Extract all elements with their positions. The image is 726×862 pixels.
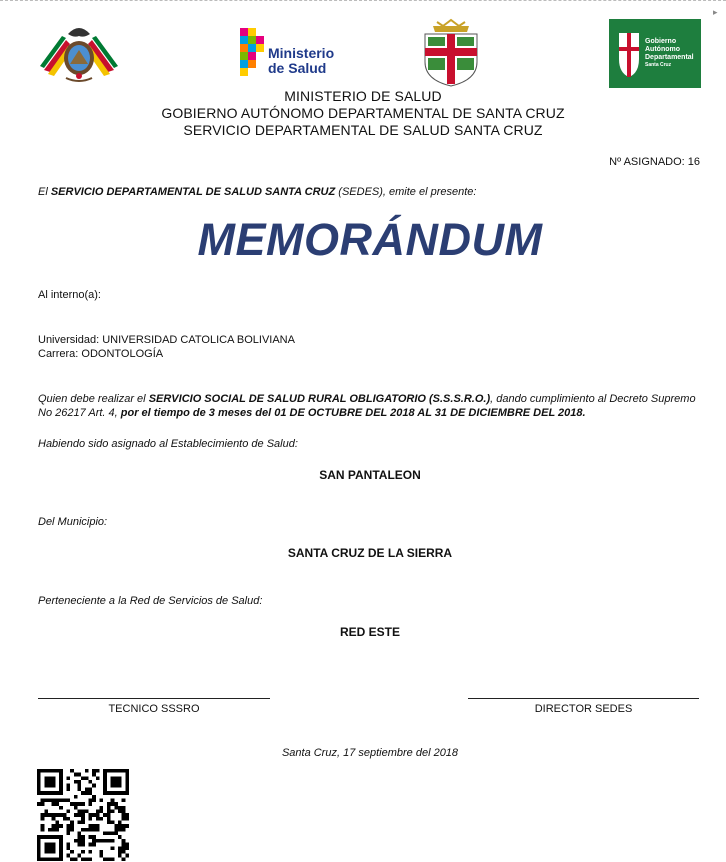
header-servicio: SERVICIO DEPARTAMENTAL DE SALUD SANTA CRUZ [183, 122, 543, 138]
signature-line-right [468, 698, 699, 699]
municipio-label: Del Municipio: [38, 516, 108, 528]
quien-bold2: por el tiempo de 3 meses del 01 DE OCTUBRE DEL 2018 AL 31 DE DICIEMBRE DEL 2018. [120, 407, 586, 419]
memo-title: MEMORÁNDUM [197, 214, 543, 265]
header-gobierno: GOBIERNO AUTÓNOMO DEPARTAMENTAL DE SANTA CRUZ [161, 105, 565, 121]
quien-bold: SERVICIO SOCIAL DE SALUD RURAL OBLIGATORIO (S.S.S.R.O.) [148, 393, 491, 405]
ministerio-logo-text [268, 46, 334, 76]
page-top-border [0, 0, 726, 1]
signature-label-tecnico: TECNICO SSSRO [108, 703, 200, 715]
gobierno-logo-line3: Departamental [645, 54, 694, 61]
qr-code-icon [37, 769, 129, 861]
quien-pre: Quien debe realizar el [38, 393, 149, 405]
assigned-number: Nº ASIGNADO: 16 [609, 156, 700, 168]
gobierno-departamental-logo [609, 19, 701, 88]
header-ministerio: MINISTERIO DE SALUD [284, 88, 442, 104]
ministerio-de-salud-logo [234, 24, 344, 84]
bolivia-coat-of-arms-icon [36, 20, 122, 86]
red-value: RED ESTE [339, 625, 400, 639]
quien-paragraph [38, 392, 703, 420]
gobierno-logo-line4: Santa Cruz [645, 62, 672, 68]
gobierno-logo-line2: Autónomo [645, 46, 680, 53]
intro-post: (SEDES), emite el presente: [335, 186, 477, 198]
gobierno-logo-line1: Gobierno [645, 38, 677, 45]
intro-pre: El [38, 186, 51, 198]
establecimiento-label: Habiendo sido asignado al Establecimiento de Salud: [38, 438, 298, 450]
ministerio-logo-line1: Ministerio [268, 45, 335, 61]
establecimiento-value: SAN PANTALEON [319, 468, 421, 482]
carrera-line: Carrera: ODONTOLOGÍA [38, 348, 164, 360]
quien-mid: , dando cumplimiento al Decreto Supremo No 26217 Art. 4, [38, 393, 696, 419]
signature-label-director: DIRECTOR SEDES [534, 703, 633, 715]
universidad-line: Universidad: UNIVERSIDAD CATOLICA BOLIVIANA [38, 334, 295, 346]
intro-bold: SERVICIO DEPARTAMENTAL DE SALUD SANTA CRUZ [50, 186, 336, 198]
document-date: Santa Cruz, 17 septiembre del 2018 [281, 747, 459, 759]
gobierno-logo-text [645, 38, 694, 69]
page-marker-icon: ▸ [713, 7, 718, 17]
santa-cruz-coat-of-arms-icon [417, 18, 485, 88]
gobierno-shield-icon [616, 29, 642, 79]
intro-paragraph [38, 185, 476, 199]
interno-label: Al interno(a): [38, 289, 101, 301]
ministerio-logo-line2: de Salud [268, 60, 327, 76]
municipio-value: SANTA CRUZ DE LA SIERRA [287, 546, 453, 560]
red-label: Perteneciente a la Red de Servicios de Salud: [38, 595, 263, 607]
signature-line-left [38, 698, 270, 699]
